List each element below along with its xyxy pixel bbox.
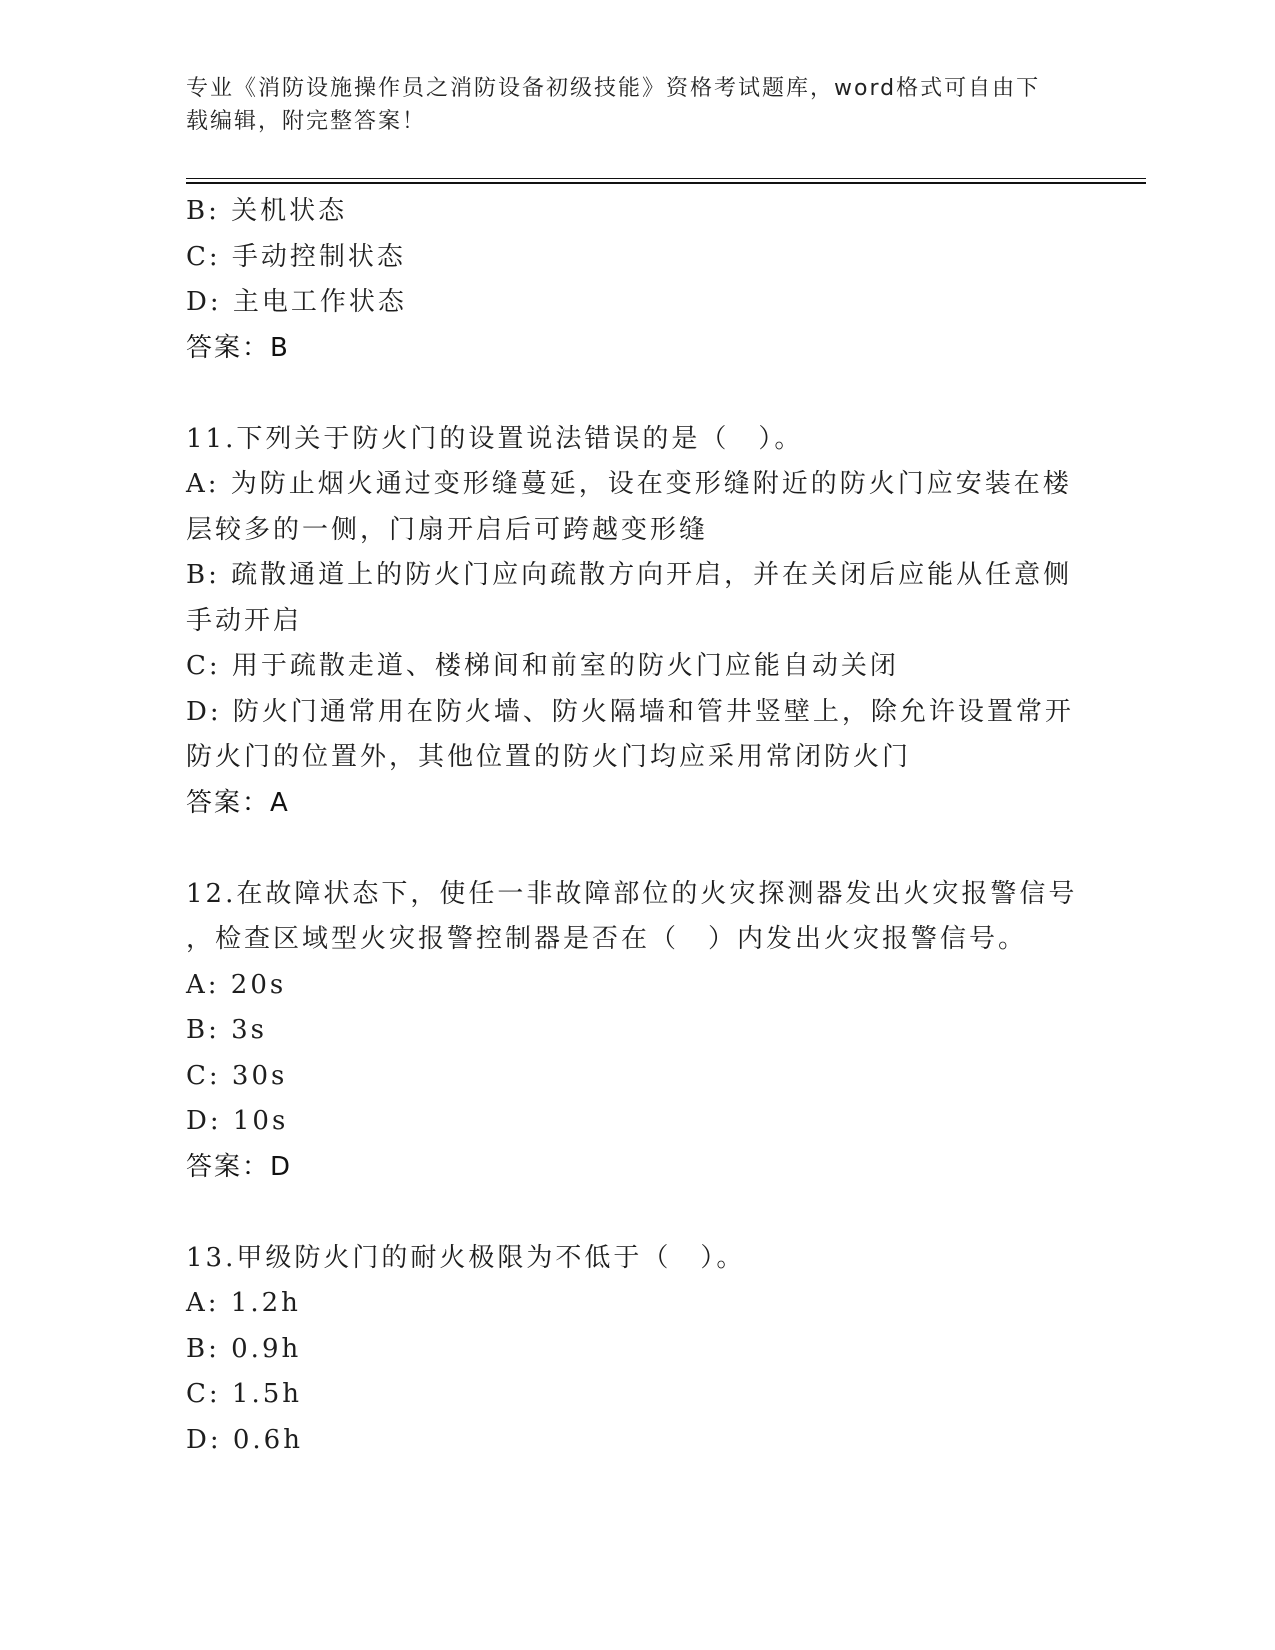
option-b-line-2: 手动开启 — [186, 605, 303, 636]
option-c: C: 1.5h — [186, 1379, 303, 1409]
option-b: B: 关机状态 — [186, 196, 348, 226]
option-d: D: 0.6h — [186, 1424, 303, 1455]
answer-label: 答案：B — [186, 332, 290, 363]
option-d: D: 主电工作状态 — [186, 287, 407, 317]
question-13 — [186, 1236, 1066, 1464]
header-divider-thin — [186, 178, 1146, 179]
spacer — [186, 1190, 1066, 1236]
option-c: C: 手动控制状态 — [186, 241, 406, 272]
option-d-line-1: D: 防火门通常用在防火墙、防火隔墙和管井竖壁上，除允许设置常开 — [186, 696, 1074, 727]
option-a: A: 20s — [186, 969, 287, 1000]
question-11 — [186, 417, 1074, 827]
question-stem: 11.下列关于防火门的设置说法错误的是（ ）。 — [186, 423, 804, 454]
document-header — [186, 72, 1066, 138]
header-divider-thick — [186, 182, 1146, 184]
option-d-line-2: 防火门的位置外，其他位置的防火门均应采用常闭防火门 — [186, 742, 912, 772]
question-stem: 13.甲级防火门的耐火极限为不低于（ ）。 — [186, 1242, 746, 1273]
option-b: B: 3s — [186, 1015, 268, 1045]
answer-label: 答案：A — [186, 787, 290, 818]
option-c: C: 用于疏散走道、楼梯间和前室的防火门应能自动关闭 — [186, 651, 899, 681]
option-a-line-2: 层较多的一侧，门扇开启后可跨越变形缝 — [186, 514, 709, 545]
option-a-line-1: A: 为防止烟火通过变形缝蔓延，设在变形缝附近的防火门应安装在楼 — [186, 469, 1072, 499]
header-line-2: 载编辑，附完整答案！ — [186, 109, 427, 134]
option-b-line-1: B: 疏散通道上的防火门应向疏散方向开启，并在关闭后应能从任意侧 — [186, 560, 1073, 590]
option-a: A: 1.2h — [186, 1288, 301, 1318]
option-b: B: 0.9h — [186, 1333, 302, 1364]
question-stem-line-1: 12.在故障状态下，使任一非故障部位的火灾探测器发出火灾报警信号 — [186, 878, 1078, 909]
question-list — [186, 189, 1078, 1463]
question-10-continued — [186, 189, 1066, 371]
spacer — [186, 371, 1066, 417]
header-line-1: 专业《消防设施操作员之消防设备初级技能》资格考试题库，word格式可自由下 — [186, 76, 1041, 101]
question-stem-line-2: ，检查区域型火灾报警控制器是否在（ ）内发出火灾报警信号。 — [186, 924, 1028, 954]
spacer — [186, 826, 1066, 872]
option-d: D: 10s — [186, 1106, 289, 1136]
answer-label: 答案：D — [186, 1151, 293, 1182]
question-12 — [186, 872, 1078, 1191]
option-c: C: 30s — [186, 1060, 288, 1091]
